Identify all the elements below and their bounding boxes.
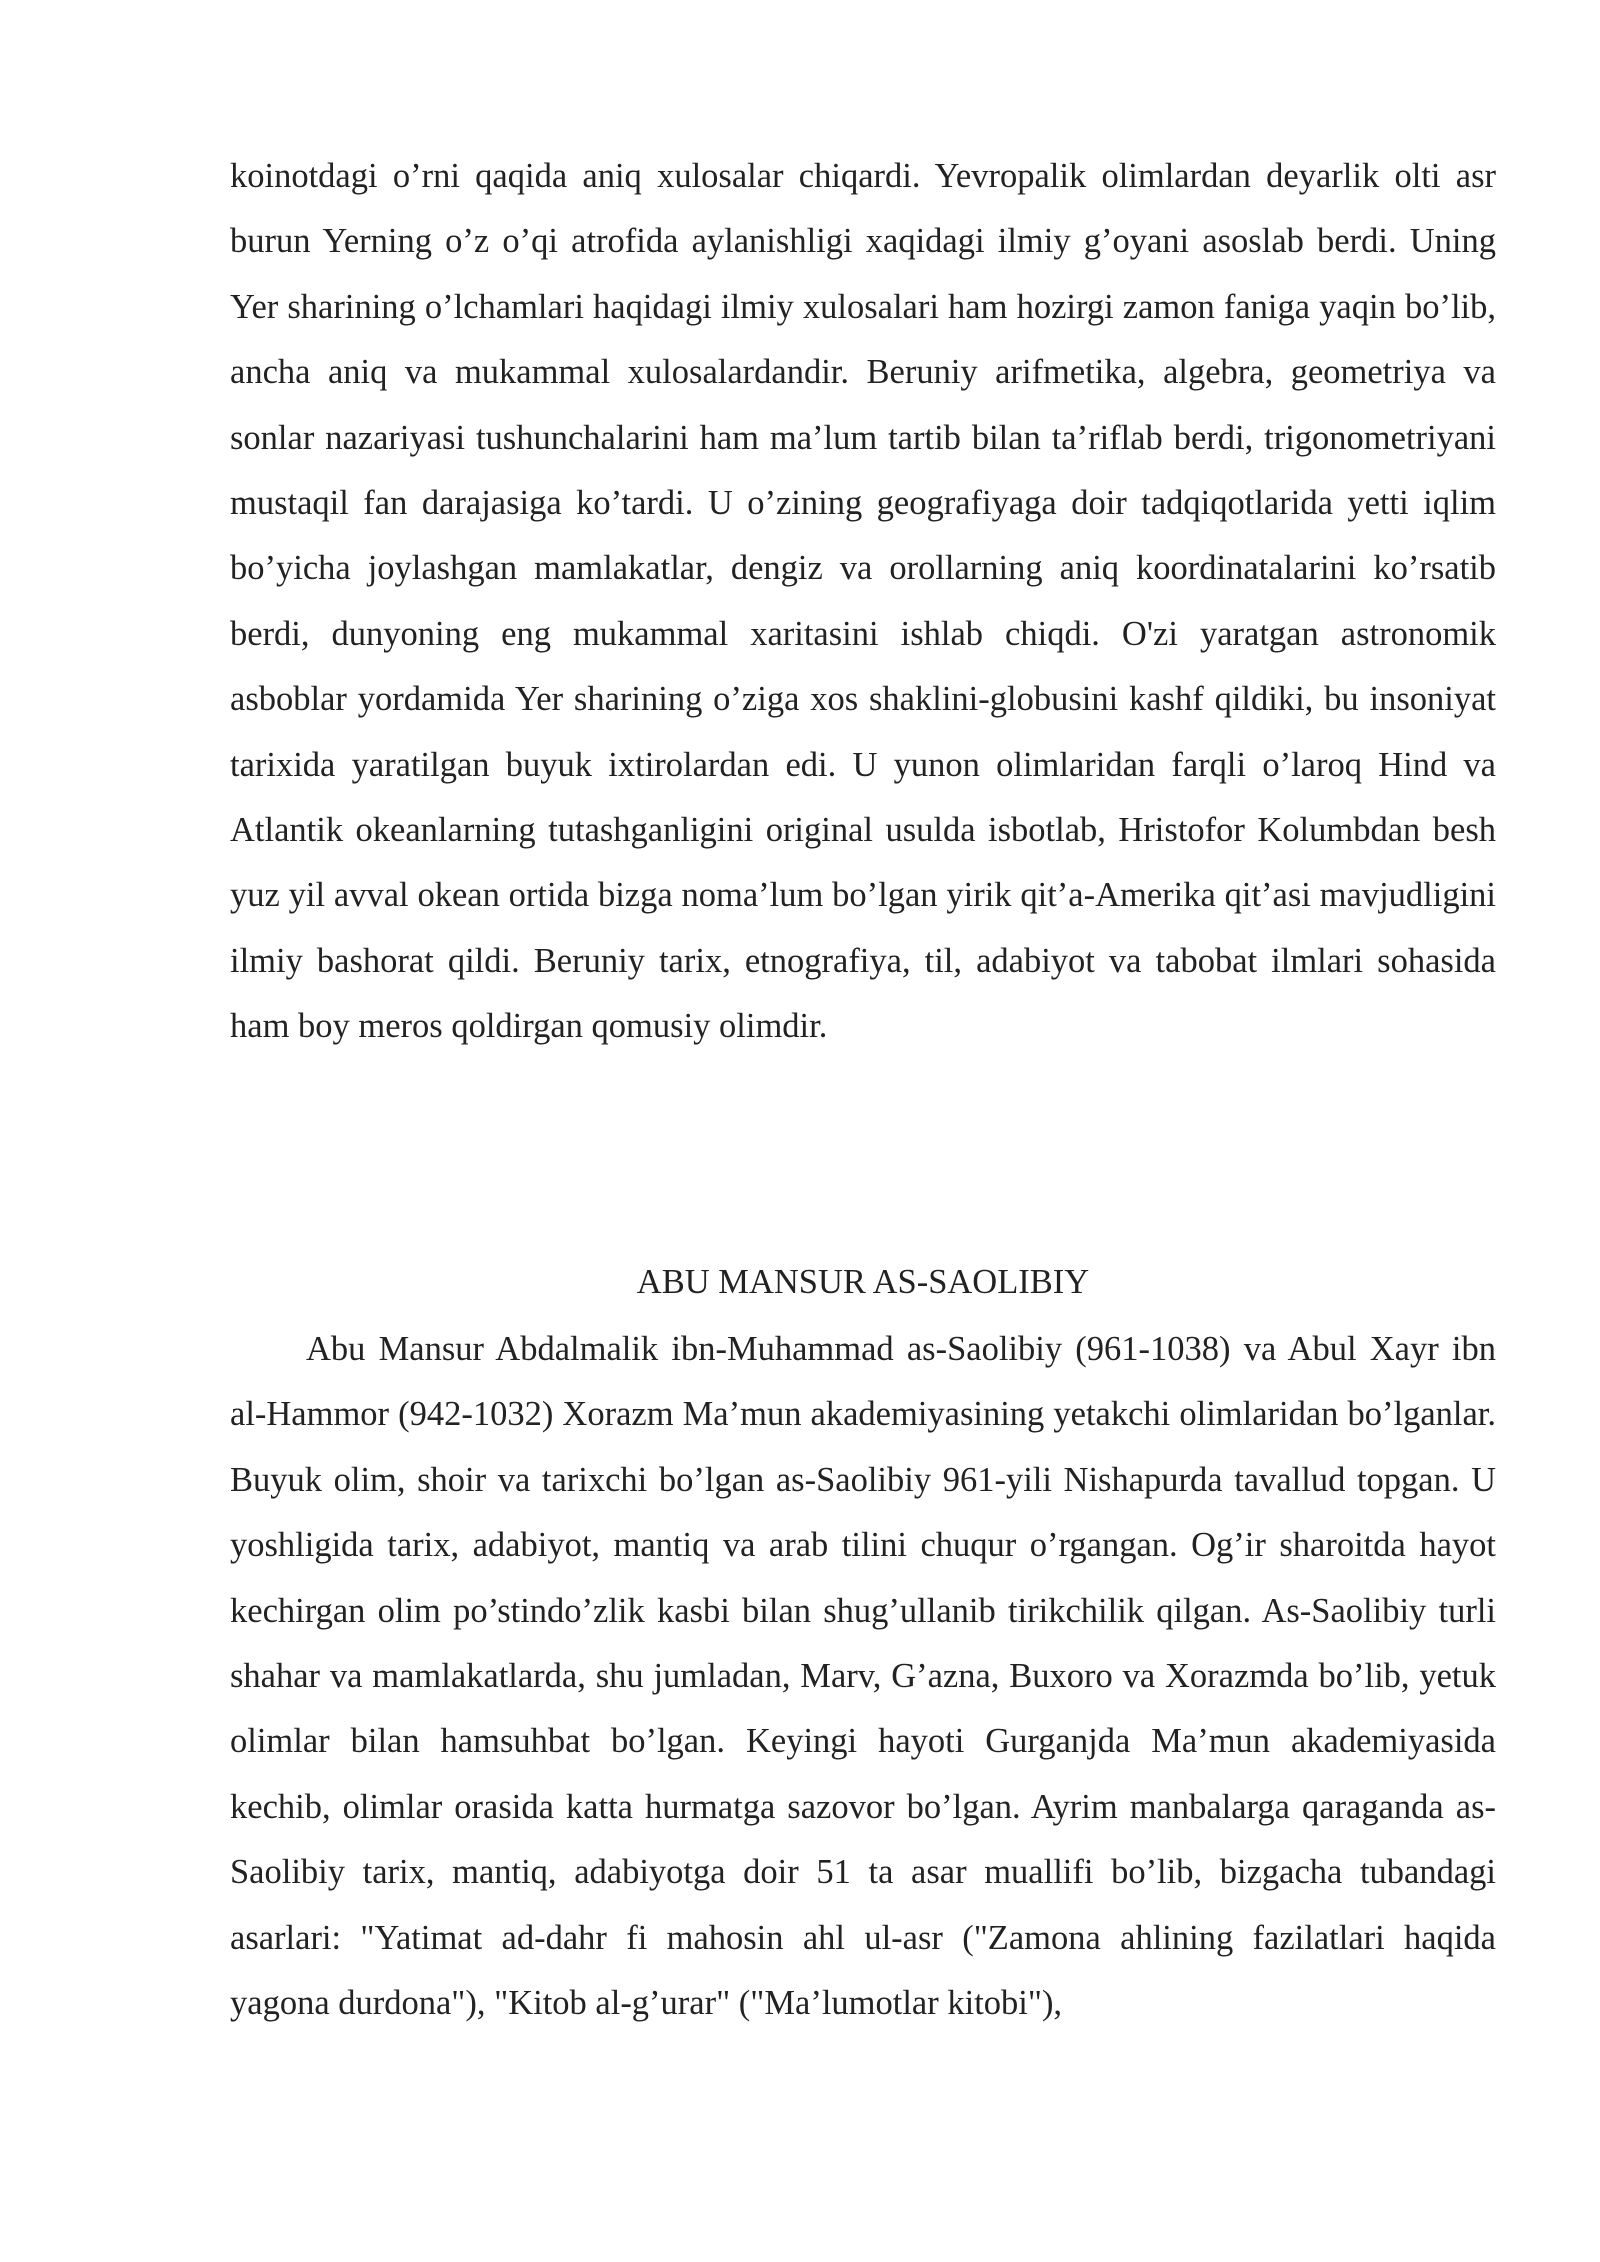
paragraph-saolibiy: Abu Mansur Abdalmalik ibn-Muhammad as-Saolibiy (961-1038) va Abul Xayr ibn al-Hammor (942-1032) Xorazm Ma’mun akademiyasining yetakchi olimlaridan bo’lganlar. Buyuk olim, shoir va tarixchi bo’lgan as-Saolibiy 961-yili Nishapurda tavallud topgan. U yoshligida tarix, adabiyot, mantiq va arab tilini chuqur o’rgangan. Og’ir sharoitda hayot kechirgan olim po’stindo’zlik kasbi bilan shug’ullanib tirikchilik qilgan. As-Saolibiy turli shahar va mamlakatlarda, shu jumladan, Marv, G’azna, Buxoro va Xorazmda bo’lib, yetuk olimlar bilan hamsuhbat bo’lgan. Keyingi hayoti Gurganjda Ma’mun akademiyasida kechib, olimlar orasida katta hurmatga sazovor bo’lgan. Ayrim manbalarga qaraganda as-Saolibiy tarix, mantiq, adabiyotga doir 51 ta asar muallifi bo’lib, bizgacha tubandagi asarlari: "Yatimat ad-dahr fi mahosin ahl ul-asr ("Zamona ahlining fazilatlari haqida yagona durdona"), "Kitob al-g’urar" ("Ma’lumotlar kitobi"),	[230, 1330, 1496, 2023]
section-heading: ABU MANSUR AS-SAOLIBIY	[636, 1263, 1090, 1301]
paragraph-beruniy-continuation: koinotdagi o’rni qaqida aniq xulosalar chiqardi. Yevropalik olimlardan deyarlik olti asr burun Yerning o’z o’qi atrofida aylanishligi xaqidagi ilmiy g’oyani asoslab berdi. Uning Yer sharining o’lchamlari haqidagi ilmiy xulosalari ham hozirgi zamon faniga yaqin bo’lib, ancha aniq va mukammal xulosalardandir. Beruniy arifmetika, algebra, geometriya va sonlar nazariyasi tushunchalarini ham ma’lum tartib bilan ta’riflab berdi, trigonometriyani mustaqil fan darajasiga ko’tardi. U o’zining geografiyaga doir tadqiqotlarida yetti iqlim bo’yicha joylashgan mamlakatlar, dengiz va orollarning aniq koordinatalarini ko’rsatib berdi, dunyoning eng mukammal xaritasini ishlab chiqdi. O'zi yaratgan astronomik asboblar yordamida Yer sharining o’ziga xos shaklini-globusini kashf qildiki, bu insoniyat tarixida yaratilgan buyuk ixtirolardan edi. U yunon olimlaridan farqli o’laroq Hind va Atlantik okeanlarning tutashganligini original usulda isbotlab, Hristofor Kolumbdan besh yuz yil avval okean ortida bizga noma’lum bo’lgan yirik qit’a-Amerika qit’asi mavjudligini ilmiy bashorat qildi. Beruniy tarix, etnografiya, til, adabiyot va tabobat ilmlari sohasida ham boy meros qoldirgan qomusiy olimdir.	[230, 157, 1496, 1046]
text-block-2	[230, 1317, 1496, 2036]
text-block-1	[230, 144, 1496, 1060]
